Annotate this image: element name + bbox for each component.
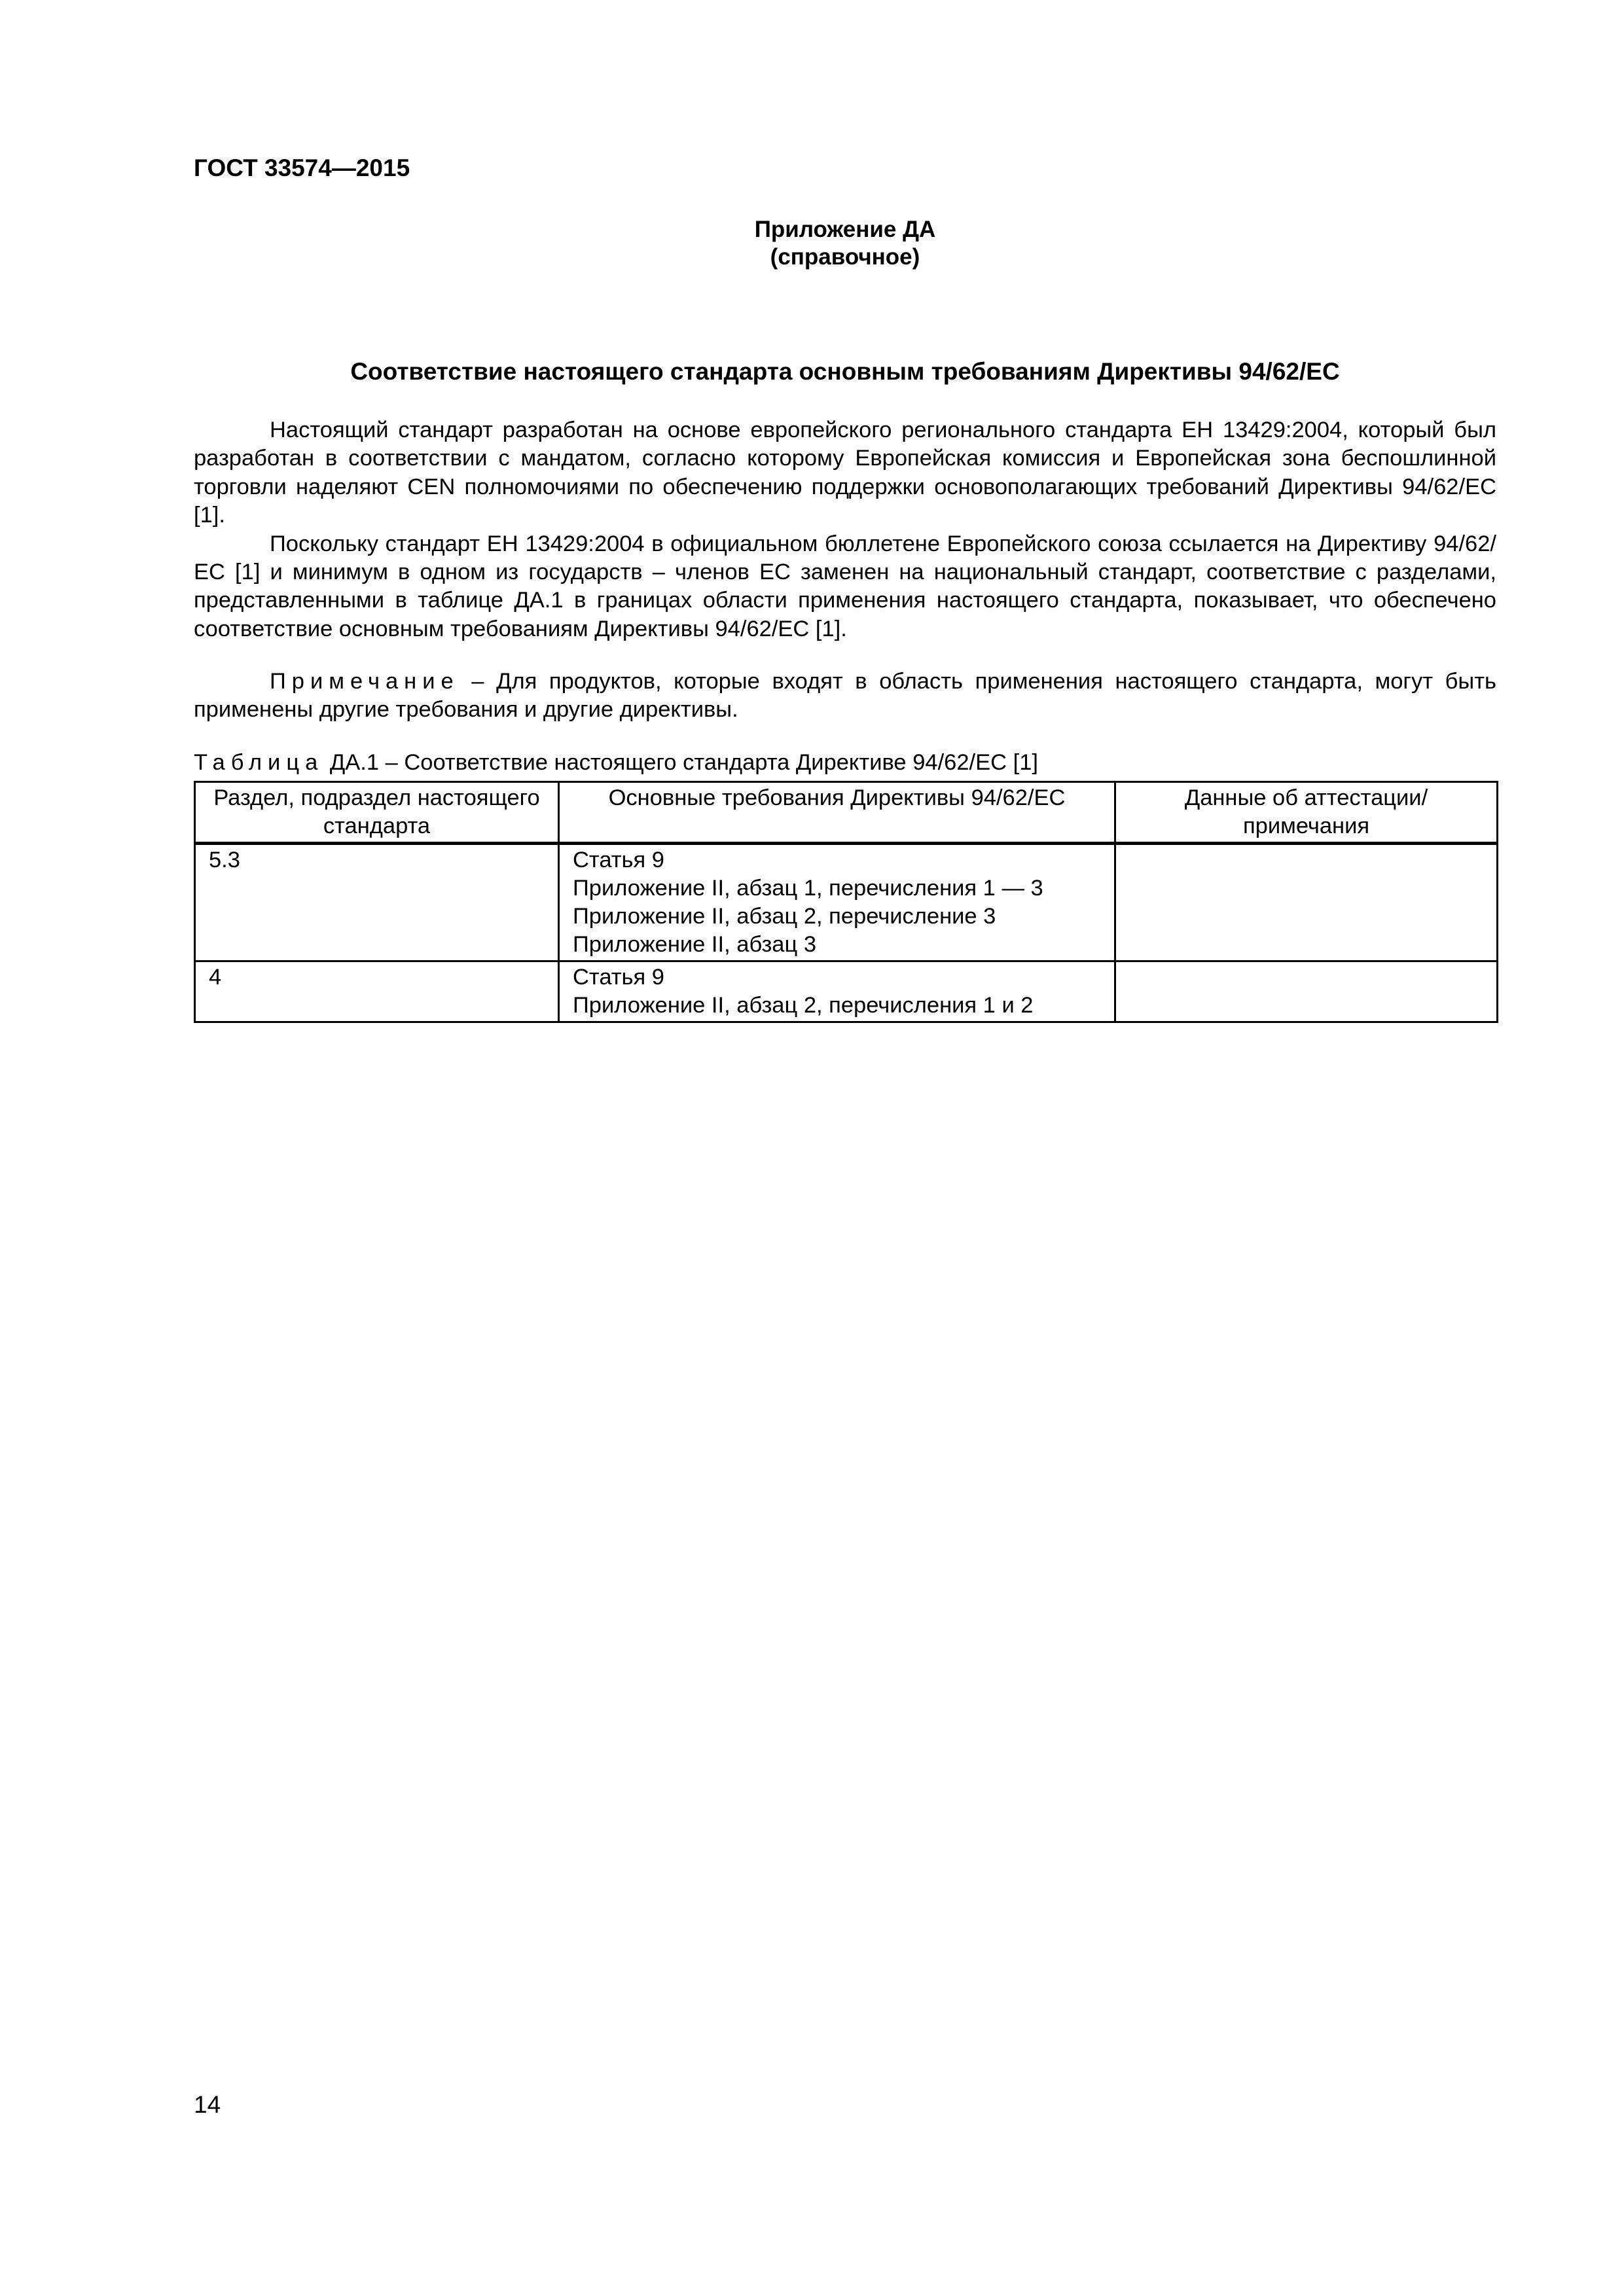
- requirement-line: Приложение II, абзац 1, перечисления 1 — 3: [573, 876, 1043, 901]
- paragraph: Настоящий стандарт разработан на основе европейского регионального стандарта ЕН 13429:2004, который был разработан в соответствии с мандатом, согласно которому Европейская комиссия и Европейская зона беспошлинной торговли наделяют CEN полномочиями по обеспечению поддержки основополагающих требований Директивы 94/62/ЕС [1].: [194, 418, 1496, 528]
- header-requirements: Основные требования Директивы 94/62/ЕС: [559, 782, 1115, 844]
- note-label: Примечание: [270, 669, 460, 694]
- annex-title: Приложение ДА: [754, 217, 936, 242]
- cell-section: 5.3: [195, 844, 559, 961]
- page-number: 14: [194, 2091, 221, 2118]
- cell-notes: [1115, 844, 1498, 961]
- requirement-line: Статья 9: [573, 848, 664, 872]
- paragraph: Поскольку стандарт ЕН 13429:2004 в официальном бюллетене Европейского союза ссылается на Директиву 94/62/ЕС [1] и минимум в одном из государств – членов ЕС заменен на национальный стандарт, соответствие с разделами, представленными в таблице ДА.1 в границах области применения настоящего стандарта, показывает, что обеспечено соответствие основным требованиям Директивы 94/62/ЕС [1].: [194, 531, 1496, 641]
- header-section: Раздел, подраздел настоящего стандарта: [195, 782, 559, 844]
- cell-section: 4: [195, 961, 559, 1022]
- cell-requirements: [559, 961, 1115, 1022]
- table-row: [195, 844, 1498, 961]
- table-row: [195, 961, 1498, 1022]
- compliance-table: [194, 781, 1498, 1023]
- table-caption: [194, 749, 1038, 777]
- requirement-line: Статья 9: [573, 965, 664, 990]
- requirement-line: Приложение II, абзац 2, перечисление 3: [573, 904, 996, 929]
- table-header-row: [195, 782, 1498, 844]
- header-notes: Данные об аттестации/ примечания: [1115, 782, 1498, 844]
- requirement-line: Приложение II, абзац 3: [573, 932, 817, 957]
- cell-notes: [1115, 961, 1498, 1022]
- requirement-line: Приложение II, абзац 2, перечисления 1 и 2: [573, 993, 1034, 1018]
- annex-heading: [194, 216, 1496, 271]
- note-text: – Для продуктов, которые входят в область применения настоящего стандарта, могут быть применены другие требования и другие директивы.: [194, 669, 1496, 723]
- body-text: [194, 416, 1496, 643]
- cell-requirements: [559, 844, 1115, 961]
- document-code: ГОСТ 33574—2015: [194, 154, 410, 181]
- annex-type: (справочное): [770, 244, 920, 270]
- table-caption-label: Таблица: [194, 750, 324, 775]
- table-caption-text: ДА.1 – Соответствие настоящего стандарта Директиве 94/62/ЕС [1]: [323, 750, 1038, 775]
- note: [194, 668, 1496, 725]
- section-title: Соответствие настоящего стандарта основным требованиям Директивы 94/62/ЕС: [350, 358, 1340, 385]
